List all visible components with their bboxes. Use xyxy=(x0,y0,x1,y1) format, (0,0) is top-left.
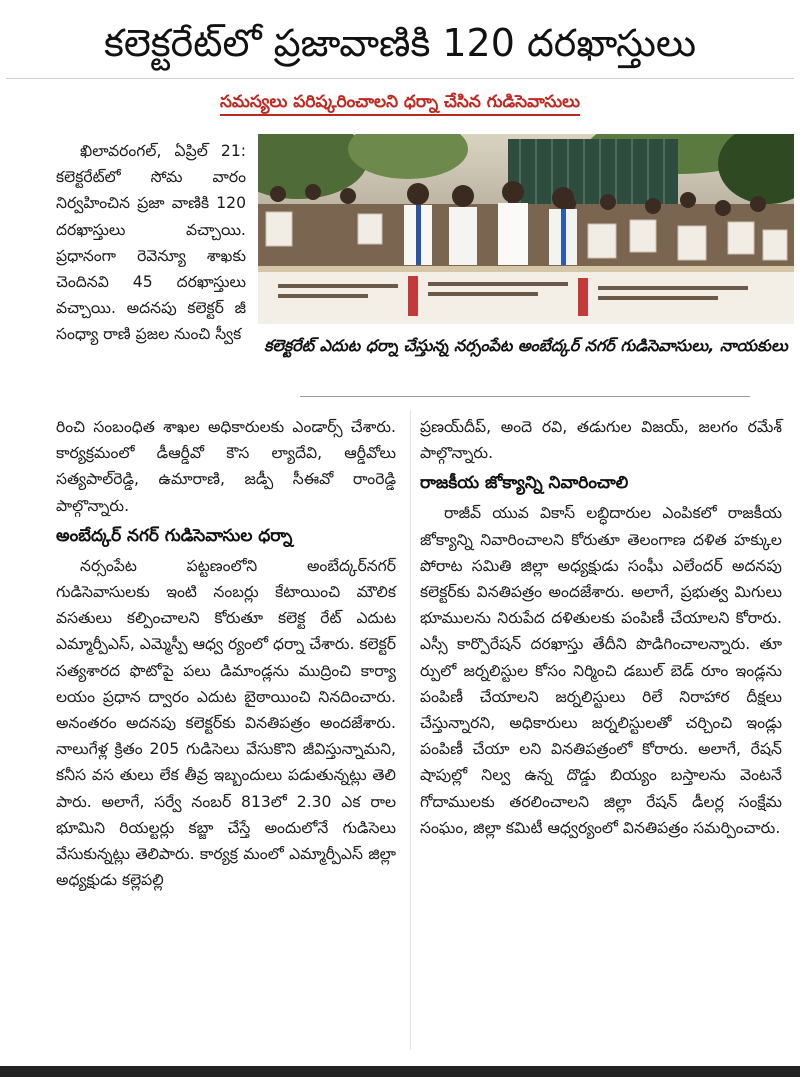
left-column xyxy=(56,414,396,893)
next-headline-cropped xyxy=(0,1066,800,1077)
photo-caption: కలెక్టరేట్ ఎదుట ధర్నా చేస్తున్న నర్సంపేట అంబేద్కర్ నగర్ గుడిసెవాసులు, నాయకులు xyxy=(264,336,788,355)
protest-photo-illustration xyxy=(258,134,794,324)
continuation-paragraph: ప్రణయ్‌దీప్, అందె రవి, తడుగుల విజయ్, జలగం రమేశ్ పాల్గొన్నారు. xyxy=(420,418,782,463)
right-column xyxy=(420,414,782,841)
section-heading-political-interference: రాజకీయ జోక్యాన్ని నివారించాలి xyxy=(420,473,629,494)
section-body-ambedkar-nagar: నర్సంపేట పట్టణంలోని అంబేద్కర్‌నగర్ గుడిసెవాసులకు ఇంటి నంబర్లు కేటాయించి మౌలిక వసతులు కల్పించాలని కోరుతూ కలెక్ట రేట్ ఎదుట ఎమ్మార్పీఎస్, ఎమ్మెస్పీ ఆధ్వ ర్యంలో ధర్నా చేశారు. కలెక్టర్ సత్యశారద ఫొటోపై పలు డిమాండ్లను ముద్రించి కార్యా లయం ప్రధాన ద్వారం ఎదుట బైఠాయించి నినదించారు. అనంతరం అదనపు కలెక్టర్‌కు వినతిపత్రం అందజేశారు. నాలుగేళ్ల క్రితం 205 గుడిసెలు వేసుకొని జీవిస్తున్నామని, కనీస వస తులు లేక తీవ్ర ఇబ్బందులు పడుతున్నట్లు తెలి పారు. అలాగే, సర్వే నంబర్ 813లో 2.30 ఎక రాల భూమిని రియల్టర్లు కబ్జా చేస్తే అందులోనే గుడిసెలు వేసుకున్నట్లు తెలిపారు. కార్యక్ర మంలో ఎమ్మార్పీఎస్ జిల్లా అధ్యక్షుడు కల్లెపల్లి xyxy=(56,556,396,890)
lead-paragraph-cont: రించి సంబంధిత శాఖల అధికారులకు ఎండార్స్ చేశారు. కార్యక్రమంలో డీఆర్డీవో కౌస ల్యాదేవి, ఆర్డీవోలు సత్యపాల్‌రెడ్డి, ఉమారాణి, జడ్పీ సీఈవో రాంరెడ్డి పాల్గొన్నారు. xyxy=(56,418,396,515)
section-body-political-interference: రాజీవ్ యువ వికాస్ లబ్ధిదారుల ఎంపికలో రాజకీయ జోక్యాన్ని నివారించాలని కోరుతూ తెలంగాణ దళిత హక్కుల పోరాట సమితి జిల్లా అధ్యక్షుడు సంఘీ ఎలేందర్ అదనపు కలెక్టర్‌కు వినతిపత్రం అందజేశారు. అలాగే, ప్రభుత్వ మిగులు భూములను నిరుపేద దళితులకు పంపిణీ చేయాలని కోరారు. ఎస్సీ కార్పొరేషన్ దరఖాస్తు తేదీని పొడిగించాలన్నారు. తూ ర్పులో జర్నలిస్టుల కోసం నిర్మించి డబుల్ బెడ్ రూం ఇండ్లను పంపిణీ చేయాలని జర్నలిస్టులు రిలే నిరాహార దీక్షలు చేస్తున్నారని, అధికారులు జర్నలిస్టులతో చర్చించి ఇండ్లు పంపిణీ చేయా లని వినతిపత్రంలో కోరారు. అలాగే, రేషన్ షాపుల్లో నిల్వ ఉన్న దొడ్డు బియ్యం బస్తాలను వెంటనే గోదాములకు తరలించాలని జిల్లా రేషన్ డీలర్ల సంక్షేమ సంఘం, జిల్లా కమిటీ ఆధ్వర్యంలో వినతిపత్రం సమర్పించారు. xyxy=(420,504,782,837)
subheadline-text: సమస్యలు పరిష్కరించాలని ధర్నా చేసిన గుడిసెవాసులు xyxy=(220,92,580,116)
section-heading-ambedkar-nagar: అంబేద్కర్ నగర్ గుడిసెవాసుల ధర్నా xyxy=(56,525,293,546)
caption-rule xyxy=(300,396,750,397)
headline-rule xyxy=(6,78,794,79)
lead-narrow-column xyxy=(56,138,246,348)
lead-paragraph: ఖిలావరంగల్, ఏప్రిల్ 21: కలెక్టరేట్‌లో సోమ వారం నిర్వహించిన ప్రజా వాణికి 120 దరఖాస్తులు వచ్చాయి. ప్రధానంగా రెవెన్యూ శాఖకు చెందినవి 45 దరఖాస్తులు వచ్చాయి. అదనపు కలెక్టర్ జీ సంధ్యా రాణి ప్రజల నుంచి స్వీక xyxy=(56,142,246,344)
column-divider xyxy=(410,410,411,1050)
headline: కలెక్టరేట్‌లో ప్రజావాణికి 120 దరఖాస్తులు xyxy=(103,21,696,65)
subheadline xyxy=(0,92,800,116)
protest-photo xyxy=(258,134,794,324)
